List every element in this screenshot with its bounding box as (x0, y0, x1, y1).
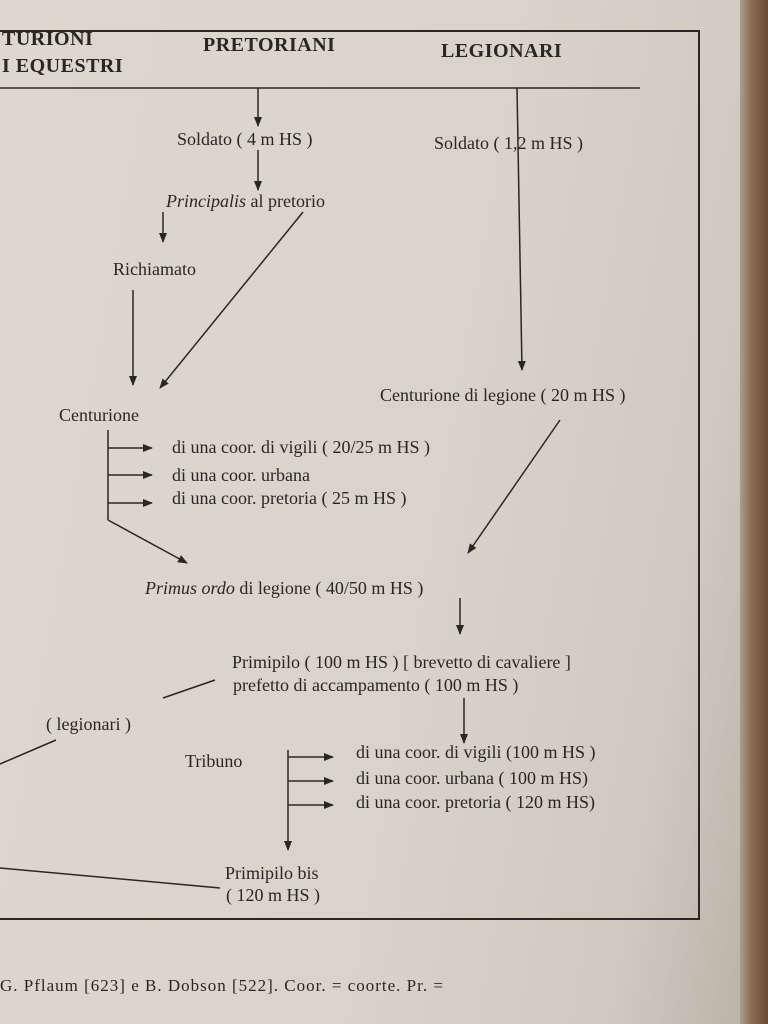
node-legionari-side: ( legionari ) (46, 714, 131, 734)
node-centurione: Centurione (59, 405, 139, 425)
link-legionari-primipilo (163, 680, 215, 698)
node-cent-urbana: di una coor. urbana (172, 465, 310, 485)
node-tribuno: Tribuno (185, 751, 243, 771)
node-trib-urbana: di una coor. urbana ( 100 m HS) (356, 768, 588, 788)
node-trib-pretoria: di una coor. pretoria ( 120 m HS) (356, 792, 595, 812)
node-cent-vigili: di una coor. di vigili ( 20/25 m HS ) (172, 437, 430, 457)
node-soldato-pretoriani: Soldato ( 4 m HS ) (177, 129, 313, 149)
arrow-principalis-centurione (160, 212, 303, 388)
node-principalis (166, 190, 325, 212)
node-cent-pretoria: di una coor. pretoria ( 25 m HS ) (172, 488, 407, 508)
node-trib-vigili: di una coor. di vigili (100 m HS ) (356, 742, 596, 762)
node-primipilo-bis-pay: ( 120 m HS ) (226, 885, 320, 905)
arrow-centurione-primus (108, 520, 187, 563)
header-equestri: I EQUESTRI (2, 55, 124, 77)
node-primipilo-bis: Primipilo bis (225, 863, 319, 883)
link-primipilo-bis-offpage (0, 868, 220, 888)
node-primipilo: Primipilo ( 100 m HS ) [ brevetto di cavaliere ] (232, 652, 571, 672)
header-pretoriani: PRETORIANI (203, 34, 336, 56)
principalis-rest: al pretorio (246, 191, 325, 211)
node-richiamato: Richiamato (113, 259, 196, 279)
arrow-to-centurione-legione (517, 88, 522, 370)
node-prefetto: prefetto di accampamento ( 100 m HS ) (233, 675, 519, 695)
footer-citation: G. Pflaum [623] e B. Dobson [522]. Coor. = coorte. Pr. = (0, 976, 444, 995)
node-centurione-legione: Centurione di legione ( 20 m HS ) (380, 385, 626, 405)
primus-ordo-term: Primus ordo (145, 578, 235, 598)
link-legionari-offpage (0, 740, 56, 764)
arrow-legione-primus (468, 420, 560, 553)
node-soldato-legionari: Soldato ( 1,2 m HS ) (434, 133, 584, 153)
header-centurioni: TURIONI (2, 28, 94, 50)
header-legionari: LEGIONARI (441, 40, 563, 62)
node-primus-ordo (145, 577, 423, 599)
primus-ordo-rest: di legione ( 40/50 m HS ) (234, 578, 424, 598)
principalis-term: Principalis (166, 191, 246, 211)
